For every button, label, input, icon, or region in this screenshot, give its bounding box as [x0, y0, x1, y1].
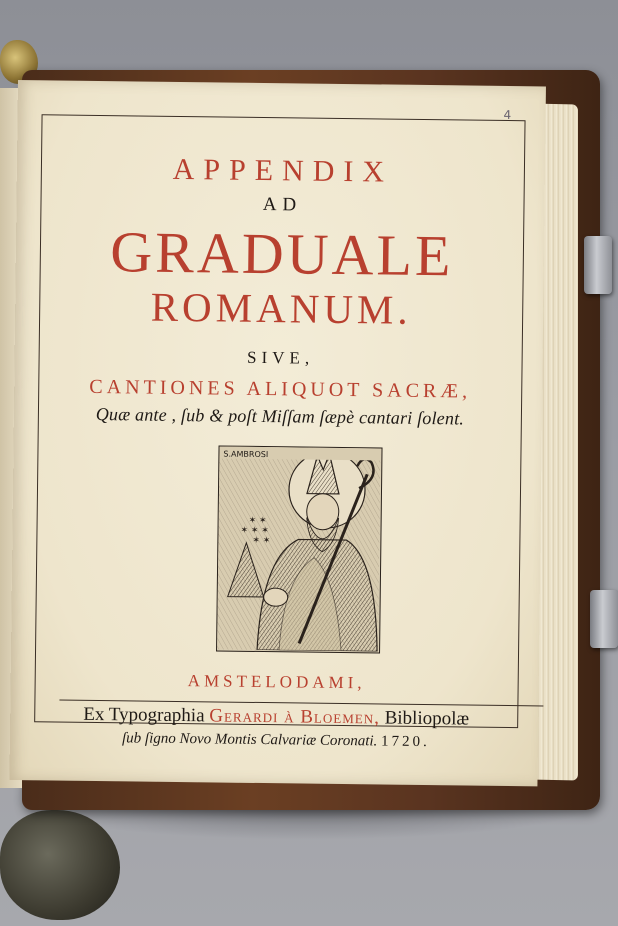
imprint-sign-line [35, 729, 517, 752]
woodcut-caption: S.AMBROSI [223, 449, 269, 460]
title-ad: AD [262, 194, 303, 216]
bishop-portrait-icon [217, 446, 380, 651]
upper-clasp [584, 236, 612, 294]
title-romanum: ROMANUM. [150, 283, 412, 333]
title-frame [34, 114, 525, 751]
title-appendix: APPENDIX [172, 152, 394, 189]
svg-text:✶ ✶ ✶: ✶ ✶ ✶ [240, 525, 269, 537]
imprint-year: 1720. [380, 733, 430, 751]
sign-text: ſub ſigno Novo Montis Calvariæ Coronati. [121, 730, 378, 750]
svg-text:✶ ✶: ✶ ✶ [248, 515, 267, 527]
imprint-place: AMSTELODAMI, [187, 671, 366, 693]
imprint-line [35, 703, 517, 731]
imprint-suffix: Bibliopolæ [384, 707, 470, 730]
title-graduale: GRADUALE [110, 219, 454, 289]
lower-clasp [590, 590, 618, 648]
title-page [9, 80, 546, 786]
imprint-prefix: Ex Typographia [83, 703, 205, 727]
imprint-printer: Gerardi à Bloemen, [209, 705, 381, 729]
saint-ambrose-woodcut [216, 445, 383, 653]
svg-text:✶ ✶: ✶ ✶ [252, 535, 271, 547]
handwritten-page-number: 4 [503, 107, 512, 123]
subtitle-sive: SIVE, [246, 347, 315, 368]
bronze-ornament-bottom-left [0, 810, 120, 920]
subtitle-description: Quæ ante , ſub & poſt Miſſam ſæpè cantari ſolent. [95, 403, 465, 429]
subtitle-cantiones: CANTIONES ALIQUOT SACRÆ, [89, 375, 472, 403]
